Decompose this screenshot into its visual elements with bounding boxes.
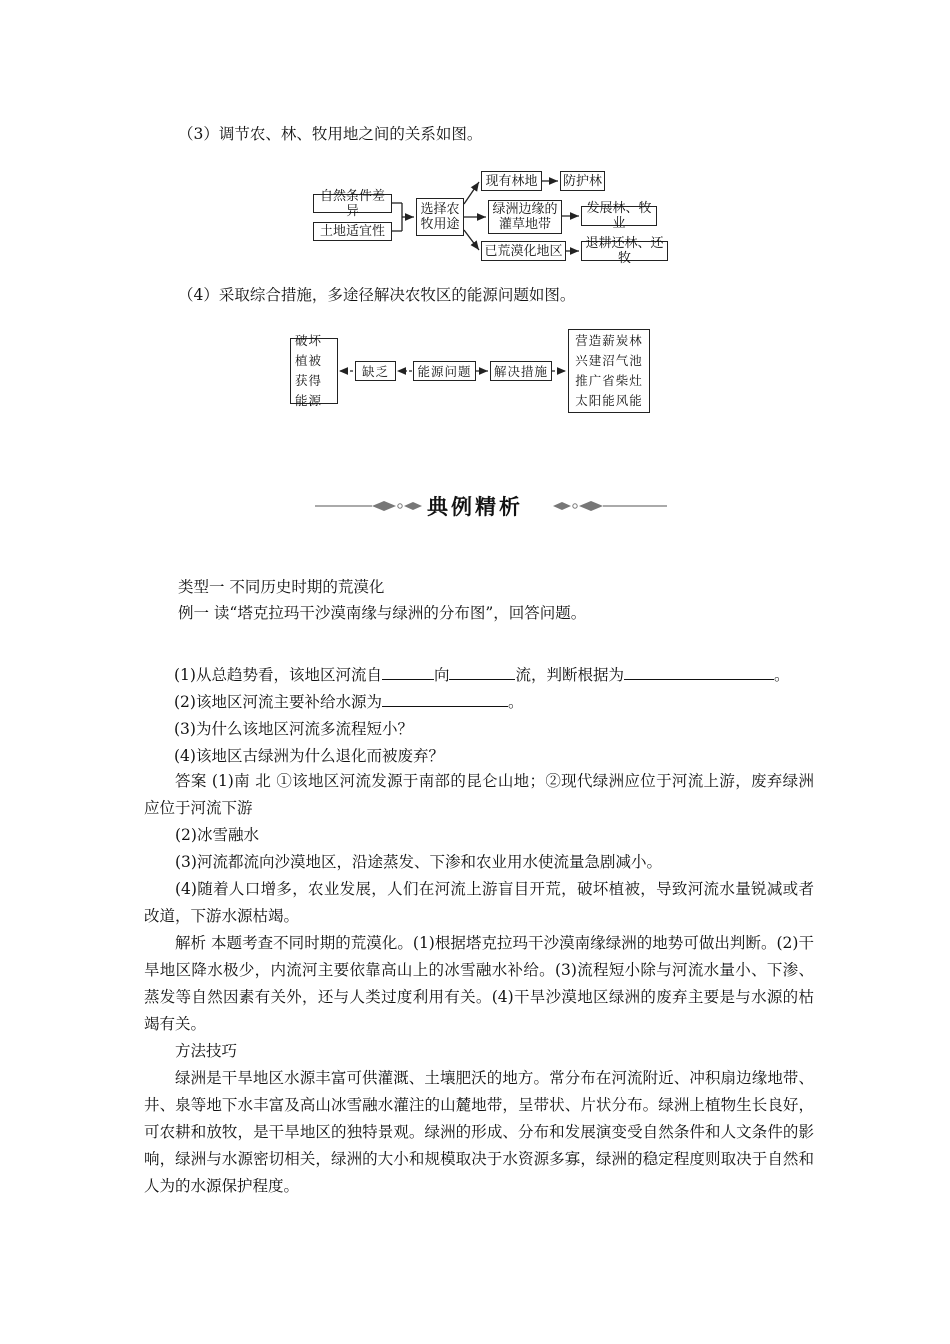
box-natural-condition-difference: 自然条件差异: [313, 194, 392, 213]
box-return-farmland-to-forest: 退耕还林、还牧: [581, 241, 668, 261]
answer-1: 答案 (1)南 北 ①该地区河流发源于南部的昆仑山地；②现代绿洲应位于河流上游，废弃绿洲应位于河流下游: [144, 772, 814, 817]
question-1-part-c: 流，判断根据为: [515, 666, 624, 684]
answer-3: (3)河流都流向沙漠地区，沿途蒸发、下渗和农业用水使流量急剧减小。: [175, 853, 662, 871]
answer-2: (2)冰雪融水: [175, 826, 259, 844]
analysis: 解析 本题考查不同时期的荒漠化。(1)根据塔克拉玛干沙漠南缘绿洲的地势可做出判断。(2)干旱地区降水极少，内流河主要依靠高山上的冰雪融水补给。(3)流程短小除与河流水量小、下渗、蒸发等自然因素有关外，还与人类过度利用有关。(4)干旱沙漠地区绿洲的废弃主要是与水源的枯竭有关。: [144, 934, 814, 1033]
question-2-part-a: (2)该地区河流主要补给水源为: [174, 693, 382, 711]
question-2: [174, 690, 523, 712]
question-1-part-d: 。: [774, 666, 790, 684]
blank-to-direction: [449, 665, 515, 680]
box-protection-forest: 防护林: [560, 171, 605, 191]
measure-item: 兴建沼气池: [575, 353, 643, 368]
question-1-part-b: 向: [433, 666, 450, 684]
question-2-part-b: 。: [507, 693, 524, 711]
blank-water-source: [382, 692, 508, 707]
section-header-title: 典例精析: [427, 495, 523, 519]
question-1: [174, 663, 790, 685]
box-desertified-area: 已荒漠化地区: [481, 241, 566, 261]
box-land-suitability: 土地适宜性: [313, 222, 392, 241]
blank-from-direction: [382, 665, 434, 680]
box-develop-forestry-husbandry: 发展林、牧业: [581, 206, 657, 226]
question-4: (4)该地区古绿洲为什么退化而被废弃？: [174, 747, 444, 765]
box-choose-agri-pastoral-use: 选择农牧用途: [416, 198, 464, 236]
box-energy-problem: 能源问题: [413, 361, 476, 381]
blank-reason: [624, 665, 774, 680]
measure-item: 推广省柴灶: [575, 373, 643, 388]
measure-item: 营造薪炭林: [575, 333, 643, 348]
measure-item: 太阳能风能: [575, 393, 643, 408]
method-text: 绿洲是干旱地区水源丰富可供灌溉、土壤肥沃的地方。常分布在河流附近、冲积扇边缘地带、井、泉等地下水丰富及高山冰雪融水灌注的山麓地带，呈带状、片状分布。绿洲上植物生长良好，可农耕和放牧，是干旱地区的独特景观。绿洲的形成、分布和发展演变受自然条件和人文条件的影响，绿洲与水源密切相关，绿洲的大小和规模取决于水资源多寡，绿洲的稳定程度则取决于自然和人为的水源保护程度。: [144, 1069, 814, 1195]
question-1-part-a: (1)从总趋势看，该地区河流自: [174, 666, 382, 684]
example-line: 例一 读“塔克拉玛干沙漠南缘与绿洲的分布图”，回答问题。: [178, 604, 587, 622]
section-4-title: （4）采取综合措施，多途径解决农牧区的能源问题如图。: [178, 286, 576, 304]
type-line: 类型一 不同历史时期的荒漠化: [178, 578, 385, 596]
box-solution-measures: 解决措施: [490, 361, 552, 381]
answer-4: (4)随着人口增多，农业发展，人们在河流上游盲目开荒，破坏植被，导致河流水量锐减或者改道，下游水源枯竭。: [144, 880, 814, 925]
box-existing-forest: 现有林地: [481, 171, 542, 191]
box-shortage: 缺乏: [355, 361, 396, 381]
section-3-title: （3）调节农、林、牧用地之间的关系如图。: [178, 125, 483, 143]
method-title: 方法技巧: [175, 1042, 238, 1060]
question-3: (3)为什么该地区河流多流程短小？: [174, 720, 413, 738]
box-oasis-edge-grassland: 绿洲边缘的灌草地带: [488, 200, 562, 234]
section-header-ornament: [0, 0, 950, 530]
box-destroy-vegetation-for-energy: 破坏植被获得能源: [290, 338, 338, 404]
